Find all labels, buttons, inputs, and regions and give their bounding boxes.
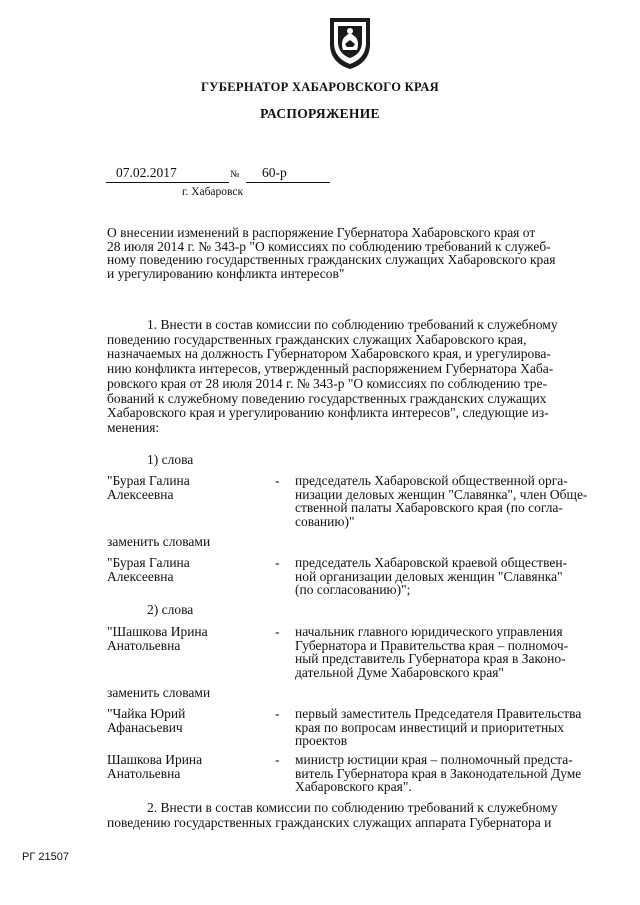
paragraph-2: 2. Внести в состав комиссии по соблюдению требований к служебному поведению государственных гражданских служащих аппарата Губернатора и [107,800,558,830]
member-name: "Бурая Галина Алексеевна [107,555,190,584]
paragraph-1: 1. Внести в состав комиссии по соблюдению требований к служебному поведению государственных гражданских служащих Хабаровского края, назначаемых на должность Губернатором Хабаровского края, и урегулирова- нию конфликта интересов, утвержденный распоряжением Губернатора Хаба- ровского края от 28 июля 2014 г. № 343-р "О комиссиях по соблюдению тре- бований к служебному поведению государственных гражданских служащих Хабаровского края и урегулированию конфликта интересов", следующие из- менения: [107,317,558,435]
footer-code: РГ 21507 [22,851,69,863]
place-of-issue: г. Хабаровск [182,186,244,198]
number-sign: № [230,169,240,180]
item-1-label: 1) слова [147,452,194,467]
document-date: 07.02.2017 [116,165,177,180]
coat-of-arms-emblem [327,14,373,70]
replace-label: заменить словами [107,534,211,549]
member-position: председатель Хабаровской краевой обществен- ной организации деловых женщин "Славянка" (по согласованию)"; [295,555,568,597]
member-name: "Бурая Галина Алексеевна [107,473,190,502]
member-position: начальник главного юридического управления Губернатора и Правительства края – полномоч- ный представитель Губернатора края в Законо- дательной Думе Хабаровского края" [295,624,569,680]
date-underline [106,182,229,183]
dash-separator: - [275,555,280,570]
member-name: "Чайка Юрий Афанасьевич [107,706,186,735]
number-underline [246,182,330,183]
dash-separator: - [275,706,280,721]
member-position: первый заместитель Председателя Правительства края по вопросам инвестиций и приоритетных проектов [295,706,582,748]
member-name: "Шашкова Ирина Анатольевна [107,624,208,653]
issuing-authority: ГУБЕРНАТОР ХАБАРОВСКОГО КРАЯ [200,80,440,94]
document-type-title: РАСПОРЯЖЕНИЕ [260,106,380,121]
document-number: 60-р [262,165,287,180]
item-2-label: 2) слова [147,602,194,617]
dash-separator: - [275,624,280,639]
member-name: Шашкова Ирина Анатольевна [107,752,203,781]
member-position: председатель Хабаровской общественной орга- низации деловых женщин "Славянка", член Обще- ственной палаты Хабаровского края (по согла- сованию)" [295,473,588,529]
member-position: министр юстиции края – полномочный предста- витель Губернатора края в Законодательной Думе Хабаровского края". [295,752,582,794]
document-subject: О внесении изменений в распоряжение Губернатора Хабаровского края от 28 июля 2014 г. № 343-р "О комиссиях по соблюдению требований к служеб- ному поведению государственных гражданских служащих Хабаровского края и урегулированию конфликта интересов" [107,225,556,281]
replace-label: заменить словами [107,685,211,700]
dash-separator: - [275,752,280,767]
dash-separator: - [275,473,280,488]
